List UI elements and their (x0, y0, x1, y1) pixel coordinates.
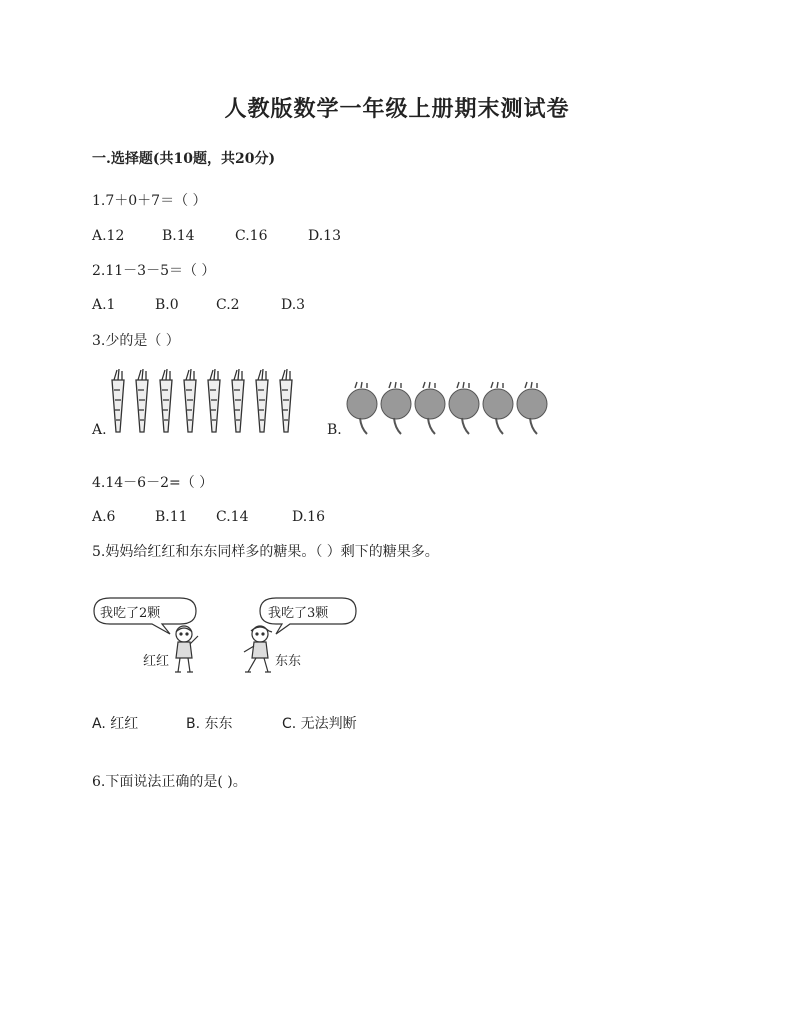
question-5-option-b[interactable]: B. 东东 (186, 716, 233, 732)
question-2-option-b[interactable]: B.0 (155, 297, 179, 313)
question-4-option-a[interactable]: A.6 (92, 509, 116, 525)
boy-figure-icon (240, 624, 276, 676)
girl-figure-icon (168, 624, 202, 676)
carrot-group-image (106, 368, 306, 436)
question-6-stem: 6.下面说法正确的是( )。 (92, 774, 247, 790)
speech-bubble-left-text: 我吃了2颗 (100, 606, 161, 621)
question-1-stem: 1.7＋0＋7＝（ ） (92, 193, 207, 209)
radish-group-image (345, 382, 550, 438)
question-1-option-a[interactable]: A.12 (92, 228, 125, 244)
question-2-stem: 2.11－3－5＝（ ） (92, 263, 216, 279)
speech-bubble-right-text: 我吃了3颗 (268, 606, 329, 621)
name-left-label: 红红 (143, 654, 170, 669)
question-2-option-a[interactable]: A.1 (92, 297, 116, 313)
question-3-stem: 3.少的是（ ） (92, 333, 180, 349)
section-heading: 一.选择题(共10题，共20分) (92, 151, 276, 167)
question-1-option-c[interactable]: C.16 (235, 228, 268, 244)
question-3-option-b[interactable]: B. (327, 422, 342, 438)
question-5-option-a[interactable]: A. 红红 (92, 716, 139, 732)
question-5-option-c[interactable]: C. 无法判断 (282, 716, 357, 732)
question-5-stem: 5.妈妈给红红和东东同样多的糖果。（ ）剩下的糖果多。 (92, 544, 439, 560)
question-4-stem: 4.14－6－2=（ ） (92, 475, 214, 491)
page-title: 人教版数学一年级上册期末测试卷 (224, 96, 570, 122)
question-2-option-c[interactable]: C.2 (216, 297, 240, 313)
question-3-option-a[interactable]: A. (92, 422, 107, 438)
question-2-option-d[interactable]: D.3 (281, 297, 306, 313)
question-4-option-c[interactable]: C.14 (216, 509, 249, 525)
question-1-option-b[interactable]: B.14 (162, 228, 195, 244)
question-4-option-d[interactable]: D.16 (292, 509, 325, 525)
question-1-option-d[interactable]: D.13 (308, 228, 341, 244)
name-right-label: 东东 (275, 654, 302, 669)
question-4-option-b[interactable]: B.11 (155, 509, 188, 525)
